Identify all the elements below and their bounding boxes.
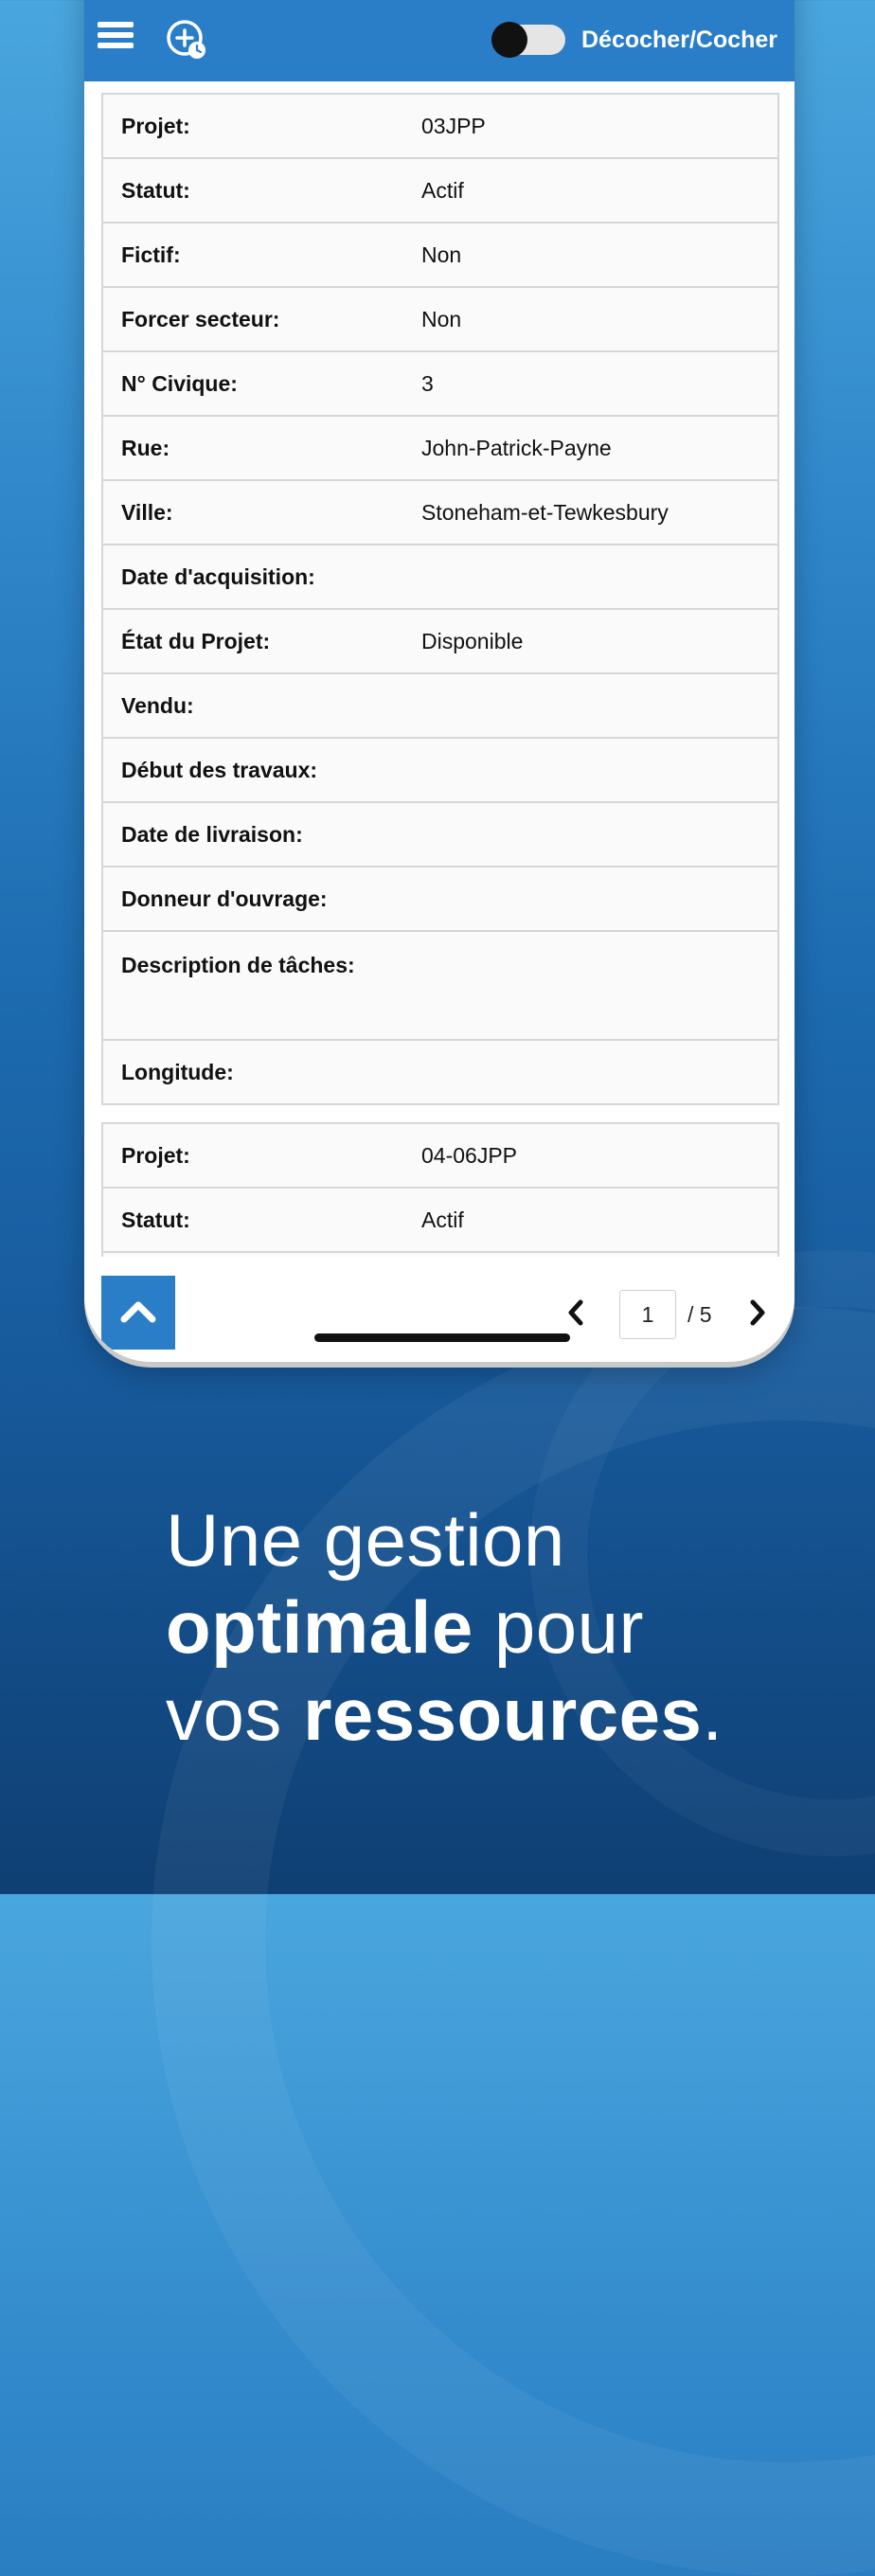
tagline-line-1: Une gestion	[166, 1498, 565, 1582]
row-label: Forcer secteur:	[121, 306, 280, 331]
app-toolbar	[84, 0, 795, 81]
row-label: Projet:	[121, 1142, 190, 1168]
toggle-label: Décocher/Cocher	[581, 27, 778, 53]
row-label: Date d'acquisition:	[121, 564, 315, 589]
row-label: Début des travaux:	[121, 757, 318, 782]
pagination-bar	[84, 1257, 795, 1362]
row-value: Non	[421, 306, 462, 331]
row-label: Statut:	[121, 1207, 190, 1232]
detail-row-vendu	[103, 674, 777, 739]
detail-row-donneur-ouvrage	[103, 868, 777, 932]
chevron-up-icon	[101, 1276, 175, 1350]
detail-row-projet	[103, 1124, 777, 1189]
row-label: Projet:	[121, 113, 190, 138]
tagline-text: vos	[166, 1673, 304, 1756]
project-list	[101, 93, 779, 1334]
row-label: Date de livraison:	[121, 821, 303, 847]
chevron-left-icon[interactable]	[565, 1298, 586, 1327]
phone-frame	[84, 0, 795, 1362]
detail-row-fictif	[103, 224, 777, 288]
row-label: État du Projet:	[121, 628, 271, 653]
row-value: 03JPP	[421, 113, 486, 138]
detail-row-date-acquisition	[103, 546, 777, 610]
row-value: 04-06JPP	[421, 1142, 518, 1168]
detail-row-projet	[103, 95, 777, 159]
row-value: Actif	[421, 1207, 464, 1232]
row-label: Longitude:	[121, 1059, 234, 1084]
detail-row-description-taches	[103, 932, 777, 1041]
detail-row-numero-civique	[103, 352, 777, 417]
row-value: Non	[421, 242, 462, 267]
row-label: Ville:	[121, 499, 173, 525]
tagline-line-2	[166, 1583, 723, 1671]
row-label: Vendu:	[121, 692, 194, 718]
detail-row-debut-travaux	[103, 739, 777, 803]
tagline-text: pour	[473, 1585, 645, 1669]
add-time-icon[interactable]	[166, 19, 207, 61]
detail-row-statut	[103, 159, 777, 224]
row-value: John-Patrick-Payne	[421, 435, 612, 460]
detail-row-rue	[103, 417, 777, 481]
home-indicator	[314, 1333, 570, 1342]
scroll-top-button[interactable]	[101, 1276, 175, 1350]
chevron-right-icon[interactable]	[747, 1298, 768, 1327]
detail-row-date-livraison	[103, 803, 777, 868]
row-value: Stoneham-et-Tewkesbury	[421, 499, 669, 525]
toggle-knob	[491, 22, 527, 58]
row-label: Rue:	[121, 435, 170, 460]
detail-row-statut	[103, 1189, 777, 1253]
row-label: Description de tâches:	[121, 953, 355, 977]
row-value: 3	[421, 370, 434, 396]
row-label: Fictif:	[121, 242, 181, 267]
tagline-bold-word: optimale	[166, 1585, 473, 1669]
tagline-text: .	[702, 1673, 723, 1756]
tagline-line-3	[166, 1671, 723, 1758]
page-number-input[interactable]: 1	[619, 1290, 676, 1339]
detail-row-ville	[103, 481, 777, 546]
project-card	[101, 93, 779, 1105]
detail-row-etat-projet	[103, 610, 777, 674]
tagline-bold-word: ressources	[303, 1673, 703, 1756]
hamburger-menu-icon[interactable]	[98, 22, 134, 54]
row-value: Actif	[421, 177, 464, 203]
row-value: Disponible	[421, 628, 524, 653]
detail-row-longitude	[103, 1041, 777, 1103]
row-label: Statut:	[121, 177, 190, 203]
detail-row-forcer-secteur	[103, 288, 777, 352]
check-toggle[interactable]	[493, 25, 565, 55]
row-label: N° Civique:	[121, 370, 238, 396]
row-label: Donneur d'ouvrage:	[121, 886, 328, 911]
marketing-tagline	[166, 1496, 723, 1758]
page-total: / 5	[688, 1302, 712, 1327]
row-value	[689, 932, 777, 953]
